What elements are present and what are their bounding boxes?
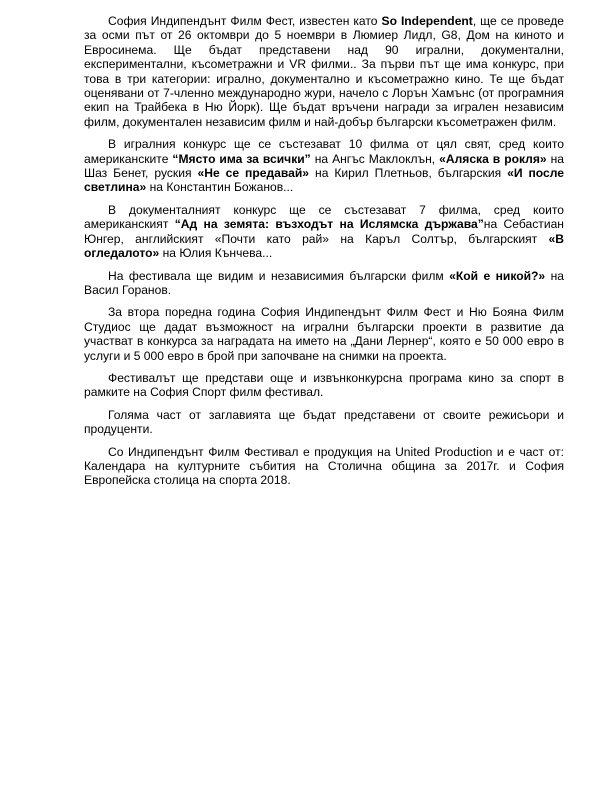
text-run: Со Индипендънт Филм Фестивал е продукция на United Production и е част от: Календара на културните събития на Столична община за 2017г. и София Европейска столица на спорта 2018.: [84, 444, 564, 488]
bold-text-run: So Independent: [381, 14, 473, 28]
text-run: В документалният конкурс ще се състезават 7 филма, сред които американският: [84, 202, 564, 232]
paragraph-6: [84, 371, 564, 400]
text-run: на Ангъс Маклоклън,: [310, 151, 440, 166]
text-run: на Шаз Бенет, руския: [84, 151, 565, 181]
text-run: На фестивала ще видим и независимия български филм: [108, 268, 450, 283]
paragraph-7: [84, 408, 564, 437]
bold-text-run: “Място има за всички”: [172, 151, 311, 166]
paragraph-2: [84, 137, 564, 195]
bold-text-run: «И после светлина»: [84, 166, 565, 195]
text-run: на Кирил Плетньов, българския: [309, 166, 508, 181]
paragraph-5: [84, 305, 564, 363]
text-run: на Васил Горанов.: [84, 268, 564, 297]
text-run: Голяма част от заглавията ще бъдат представени от своите режисьори и продуценти.: [84, 407, 564, 437]
text-run: на Себастиан Юнгер, английският «Почти като рай» на Каръл Солтър, българският: [84, 217, 564, 246]
text-run: Фестивалът ще представи още и извънконкурсна програма кино за спорт в рамките на София Спорт филм фестивал.: [84, 370, 564, 400]
bold-text-run: «Аляска в рокля»: [439, 151, 547, 166]
text-run: , ще се проведе за осми път от 26 октомври до 5 ноември в Люмиер Лидл, G8, Дом на киното и Евросинема. Ще бъдат представени над 90 игрални, документални, експериментални, късометражни и VR филми.. За първи път ще има конкурс, при това в три категории: игрално, документално и късометражно кино. Те ще бъдат оценявани от 7-членно международно жури, начело с Лорън Хамънс (от програмния екип на Трайбека в Ню Йорк). Ще бъдат връчени награди за игрален независим филм, документален независим филм и най-добър български късометражен филм.: [84, 14, 564, 129]
text-run: София Индипендънт Филм Фест, известен като: [108, 14, 382, 28]
bold-text-run: «Кой е никой?»: [449, 268, 546, 283]
paragraph-1: [84, 14, 564, 129]
text-run: на Константин Божанов...: [146, 180, 294, 195]
bold-text-run: “Ад на земята: възходът на Ислямска държава”: [174, 217, 484, 232]
paragraph-8: [84, 445, 564, 488]
text-run: В игралния конкурс ще се състезават 10 филма от цял свят, сред които американските: [84, 137, 564, 166]
bold-text-run: «Не се предавай»: [197, 166, 310, 181]
paragraph-4: [84, 269, 564, 298]
text-run: на Юлия Кънчева...: [159, 246, 273, 261]
bold-text-run: «В огледалото»: [84, 231, 564, 261]
text-run: За втора поредна година София Индипендънт Филм Фест и Ню Бояна Филм Студиос ще дадат възможност на игрални български проекти в развитие да участват в конкурса за наградата на името на „Дани Лернер“, която е 50 000 евро в услуги и 5 000 евро в брой при започване на снимки на проекта.: [84, 305, 564, 363]
paragraph-3: [84, 203, 564, 261]
article-body: [84, 14, 564, 496]
